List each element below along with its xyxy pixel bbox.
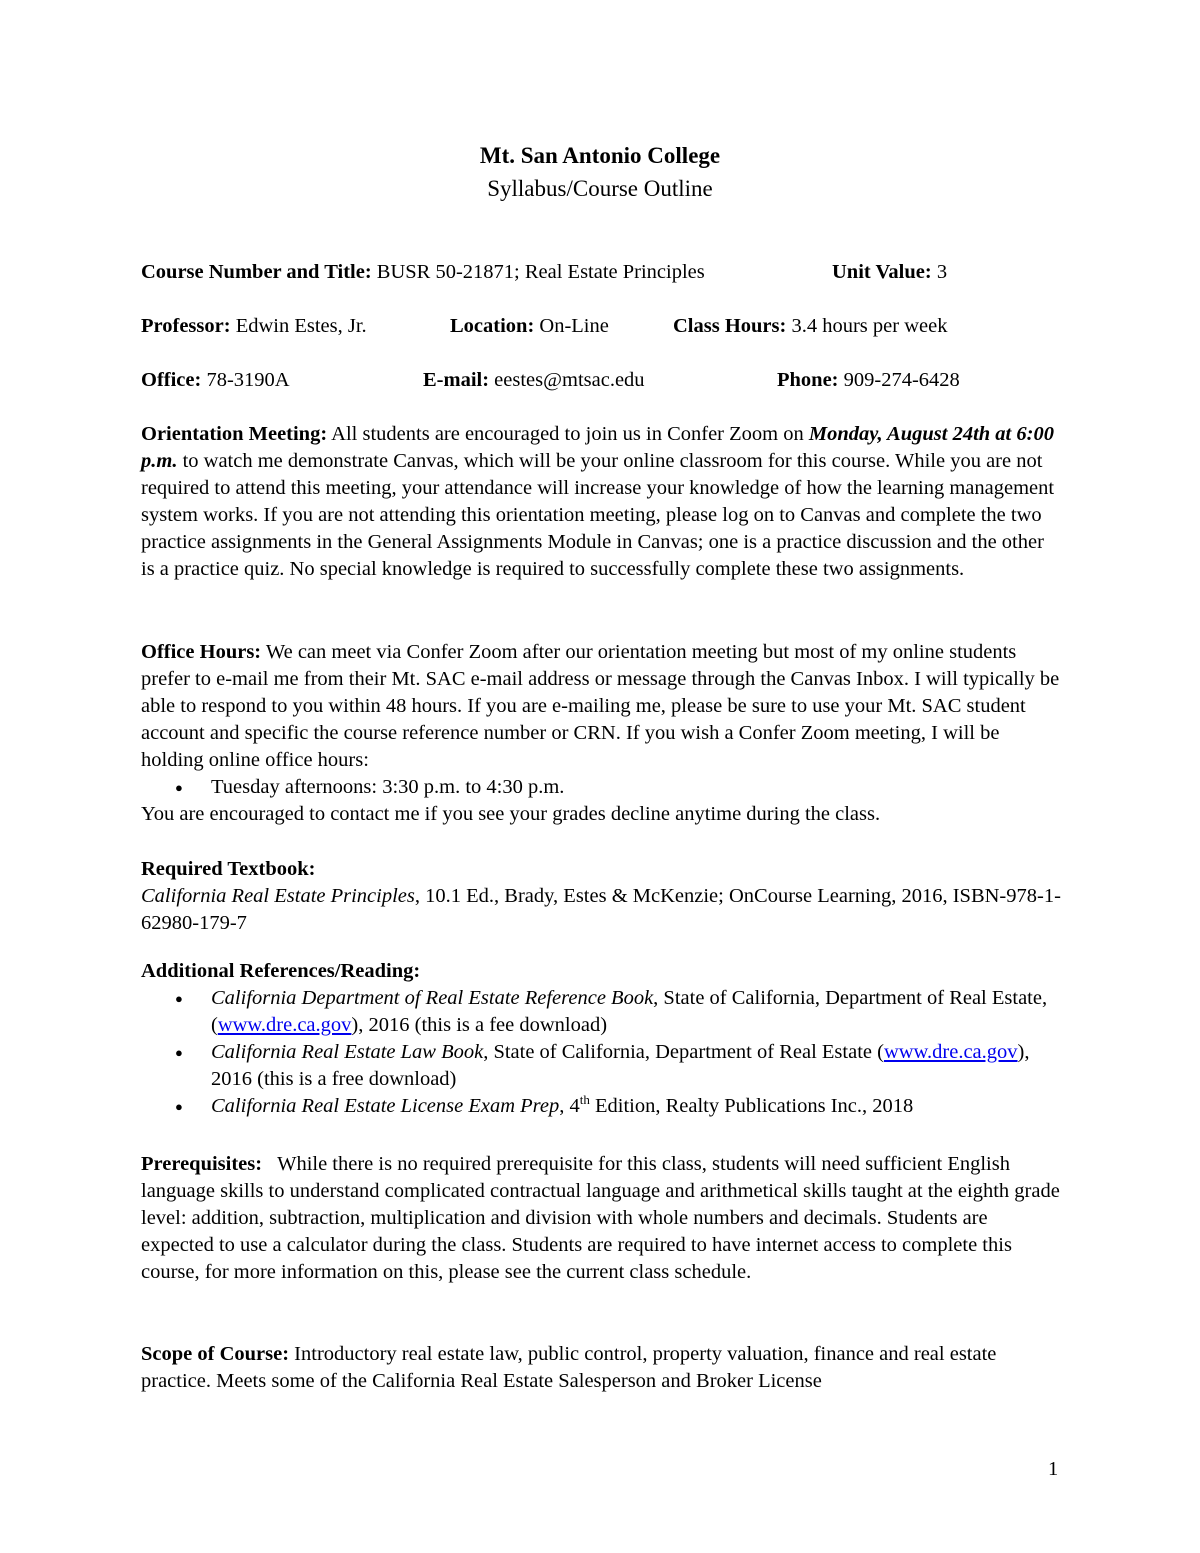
phone	[777, 369, 960, 392]
office-hours-label: Office Hours:	[141, 641, 262, 663]
textbook-section	[141, 856, 1061, 937]
email-value: eestes@mtsac.edu	[494, 369, 645, 391]
orientation-text: All students are encouraged to join us in Confer Zoom on	[331, 423, 804, 445]
class-hours-value: 3.4 hours per week	[791, 315, 948, 337]
office-hours-text: We can meet via Confer Zoom after our orientation meeting but most of my online students prefer to e-mail me from their Mt. SAC e-mail address or message through the Canvas Inbox. I will typically be able to respond to you within 48 hours. If you are e-mailing me, please be sure to use your Mt. SAC student account and specific the course reference number or CRN. If you wish a Confer Zoom meeting, I will be holding online office hours:	[141, 641, 1060, 771]
scope-paragraph	[141, 1341, 1061, 1395]
unit-label: Unit Value:	[832, 261, 932, 283]
prerequisites-label: Prerequisites:	[141, 1153, 263, 1175]
prerequisites-text: While there is no required prerequisite for this class, students will need sufficient English language skills to understand complicated contractual language and arithmetical skills taught at the eighth grade level: addition, subtraction, multiplication and division with whole numbers and decimals. Students are expected to use a calculator during the class. Students are required to have internet access to complete this course, for more information on this, please see the current class schedule.	[141, 1153, 1060, 1283]
reference-text: , State of California, Department of Real Estate (	[483, 1041, 884, 1063]
office-label: Office:	[141, 369, 202, 391]
reference-item	[141, 1093, 1061, 1120]
reference-title: California Department of Real Estate Reference Book	[211, 987, 654, 1009]
document-subtitle: Syllabus/Course Outline	[487, 176, 713, 201]
textbook-label: Required Textbook:	[141, 858, 316, 880]
reference-text: Edition, Realty Publications Inc., 2018	[589, 1095, 914, 1117]
references-list	[141, 985, 1061, 1120]
office	[141, 369, 290, 392]
college-title: Mt. San Antonio College	[479, 143, 721, 168]
orientation-date: Monday, August 24th at 6:00 p.m.	[141, 423, 1054, 472]
location	[450, 315, 609, 338]
email-label: E-mail:	[423, 369, 490, 391]
professor-name: Edwin Estes, Jr.	[235, 315, 367, 337]
scope-label: Scope of Course:	[141, 1343, 290, 1365]
professor-label: Professor:	[141, 315, 231, 337]
unit-value	[832, 261, 947, 284]
phone-value: 909-274-6428	[843, 369, 960, 391]
course-label: Course Number and Title:	[141, 261, 372, 283]
reference-title: California Real Estate Law Book	[211, 1041, 484, 1063]
unit-number: 3	[936, 261, 948, 283]
location-label: Location:	[450, 315, 535, 337]
references-section	[141, 958, 1061, 1120]
reference-item	[141, 985, 1061, 1039]
textbook-title: California Real Estate Principles	[141, 885, 415, 907]
office-value: 78-3190A	[206, 369, 290, 391]
phone-label: Phone:	[777, 369, 839, 391]
reference-item	[141, 1039, 1061, 1093]
professor	[141, 315, 367, 338]
class-hours	[673, 315, 947, 338]
references-label: Additional References/Reading:	[141, 960, 421, 982]
office-hours-section	[141, 639, 1061, 828]
reference-text: ), 2016 (this is a free download)	[211, 1041, 1030, 1090]
orientation-paragraph	[141, 421, 1061, 583]
orientation-label: Orientation Meeting:	[141, 423, 328, 445]
class-hours-label: Class Hours:	[673, 315, 787, 337]
edition-superscript: th	[579, 1092, 590, 1108]
dre-link[interactable]: www.dre.ca.gov	[217, 1014, 352, 1036]
course-number-title	[141, 261, 705, 284]
reference-text: , State of California, Department of Real Estate, (	[211, 987, 1048, 1036]
reference-text: ), 2016 (this is a fee download)	[351, 1014, 608, 1036]
orientation-text-continued: to watch me demonstrate Canvas, which will be your online classroom for this course. While you are not required to attend this meeting, your attendance will increase your knowledge of how the learning management system works. If you are not attending this orientation meeting, please log on to Canvas and complete the two practice assignments in the General Assignments Module in Canvas; one is a practice discussion and the other is a practice quiz. No special knowledge is required to successfully complete these two assignments.	[141, 450, 1055, 580]
office-hours-list	[141, 774, 1061, 801]
prerequisites-paragraph	[141, 1151, 1061, 1286]
office-hours-closing: You are encouraged to contact me if you see your grades decline anytime during the class.	[141, 803, 881, 825]
reference-text: , 4	[559, 1095, 580, 1117]
location-value: On-Line	[539, 315, 609, 337]
office-hours-item: ● Tuesday afternoons: 3:30 p.m. to 4:30 p.m.	[141, 774, 1061, 801]
dre-link[interactable]: www.dre.ca.gov	[883, 1041, 1018, 1063]
email	[423, 369, 645, 392]
page-number: 1	[1048, 1458, 1059, 1480]
scope-text: Introductory real estate law, public control, property valuation, finance and real estate practice. Meets some of the California Real Estate Salesperson and Broker License	[141, 1343, 997, 1392]
reference-title: California Real Estate License Exam Prep	[211, 1095, 560, 1117]
textbook-details: , 10.1 Ed., Brady, Estes & McKenzie; OnCourse Learning, 2016, ISBN-978-1-62980-179-7	[141, 885, 1061, 934]
course-value: BUSR 50-21871; Real Estate Principles	[376, 261, 705, 283]
